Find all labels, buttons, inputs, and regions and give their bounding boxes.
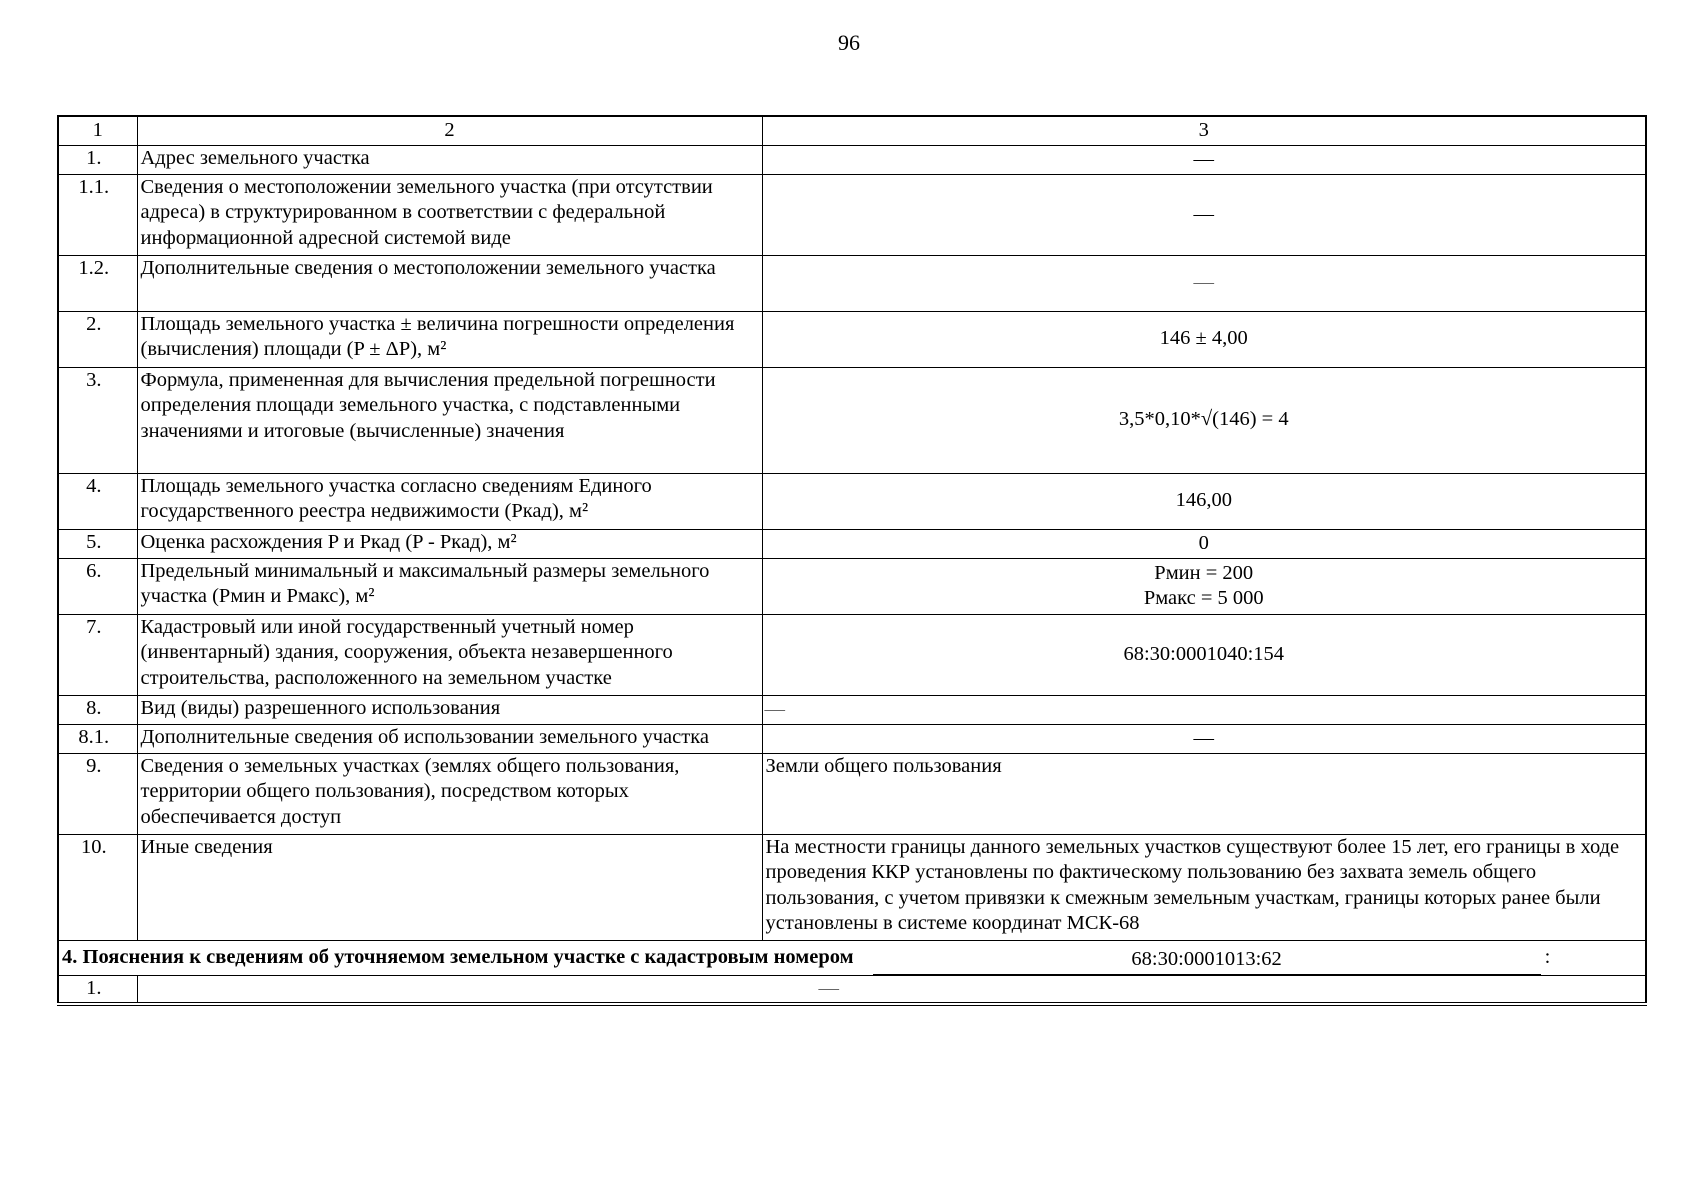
table-row [58, 724, 1646, 753]
row-value: Земли общего пользования [762, 753, 1646, 834]
page-number: 96 [838, 30, 860, 55]
row-number: 8.1. [58, 724, 137, 753]
header-cell-col3: 3 [762, 116, 1646, 145]
section4-cadastral-number: 68:30:0001013:62 [873, 947, 1541, 975]
row-label: Сведения о земельных участках (землях общего пользования, территории общего пользования), посредством которых обеспечивается доступ [137, 753, 762, 834]
row-value [762, 558, 1646, 614]
row-value: — [137, 975, 1646, 1004]
row-number: 3. [58, 367, 137, 473]
row-label: Вид (виды) разрешенного использования [137, 695, 762, 724]
table-row [58, 558, 1646, 614]
row-label: Площадь земельного участка согласно сведениям Единого государственного реестра недвижимости (Pкад), м² [137, 473, 762, 529]
row-value: — [762, 145, 1646, 174]
row-label: Формула, примененная для вычисления предельной погрешности определения площади земельного участка, с подставленными значениями и итоговые (вычисленные) значения [137, 367, 762, 473]
row-value: 0 [762, 529, 1646, 558]
row-value: — [762, 724, 1646, 753]
section4-header [58, 940, 1646, 975]
row-label: Оценка расхождения P и Pкад (P - Pкад), м² [137, 529, 762, 558]
table-row [58, 834, 1646, 940]
row-number: 1. [58, 145, 137, 174]
row-value: На местности границы данного земельных участков существуют более 15 лет, его границы в ходе проведения ККР установлены по фактическому пользованию без захвата земель общего пользования, с учетом привязки к смежным земельным участкам, границы которых ранее были установлены в системе координат МСК-68 [762, 834, 1646, 940]
table-row [58, 614, 1646, 695]
row-value: 3,5*0,10*√(146) = 4 [762, 367, 1646, 473]
row-label: Дополнительные сведения о местоположении земельного участка [137, 255, 762, 311]
table-row [58, 311, 1646, 367]
row-label: Дополнительные сведения об использовании земельного участка [137, 724, 762, 753]
row-label: Предельный минимальный и максимальный размеры земельного участка (Pмин и Pмакс), м² [137, 558, 762, 614]
table-row [58, 473, 1646, 529]
row-number: 1.2. [58, 255, 137, 311]
row-number: 8. [58, 695, 137, 724]
row-number: 6. [58, 558, 137, 614]
land-plot-info-table [57, 115, 1647, 1006]
row-value: 68:30:0001040:154 [762, 614, 1646, 695]
min-size-value: Pмин = 200 [1154, 561, 1254, 584]
row-number: 9. [58, 753, 137, 834]
row-label: Иные сведения [137, 834, 762, 940]
row-value: — [762, 695, 1646, 724]
table-header-row [58, 116, 1646, 145]
max-size-value: Pмакс = 5 000 [1143, 587, 1264, 609]
table-row [58, 174, 1646, 255]
row-label: Сведения о местоположении земельного участка (при отсутствии адреса) в структурированном в соответствии с федеральной информационной адресной системой виде [137, 174, 762, 255]
row-value: — [762, 255, 1646, 311]
row-label: Адрес земельного участка [137, 145, 762, 174]
row-number: 1.1. [58, 174, 137, 255]
section4-title: 4. Пояснения к сведениям об уточняемом земельном участке с кадастровым номером [62, 946, 854, 968]
table-row [58, 145, 1646, 174]
row-number: 5. [58, 529, 137, 558]
table-row [58, 255, 1646, 311]
row-label: Кадастровый или иной государственный учетный номер (инвентарный) здания, сооружения, объекта незавершенного строительства, расположенного на земельном участке [137, 614, 762, 695]
table-row [58, 975, 1646, 1004]
table-row [58, 367, 1646, 473]
row-number: 1. [58, 975, 137, 1004]
row-number: 10. [58, 834, 137, 940]
header-cell-col2: 2 [137, 116, 762, 145]
header-cell-col1: 1 [58, 116, 137, 145]
row-label: Площадь земельного участка ± величина погрешности определения (вычисления) площади (P ± ΔP), м² [137, 311, 762, 367]
row-value: 146,00 [762, 473, 1646, 529]
row-number: 7. [58, 614, 137, 695]
row-value: — [762, 174, 1646, 255]
table-row [58, 753, 1646, 834]
row-number: 4. [58, 473, 137, 529]
row-value: 146 ± 4,00 [762, 311, 1646, 367]
table-row [58, 695, 1646, 724]
section4-header-row [58, 940, 1646, 975]
section4-colon: : [1544, 946, 1551, 968]
table-row [58, 529, 1646, 558]
row-number: 2. [58, 311, 137, 367]
